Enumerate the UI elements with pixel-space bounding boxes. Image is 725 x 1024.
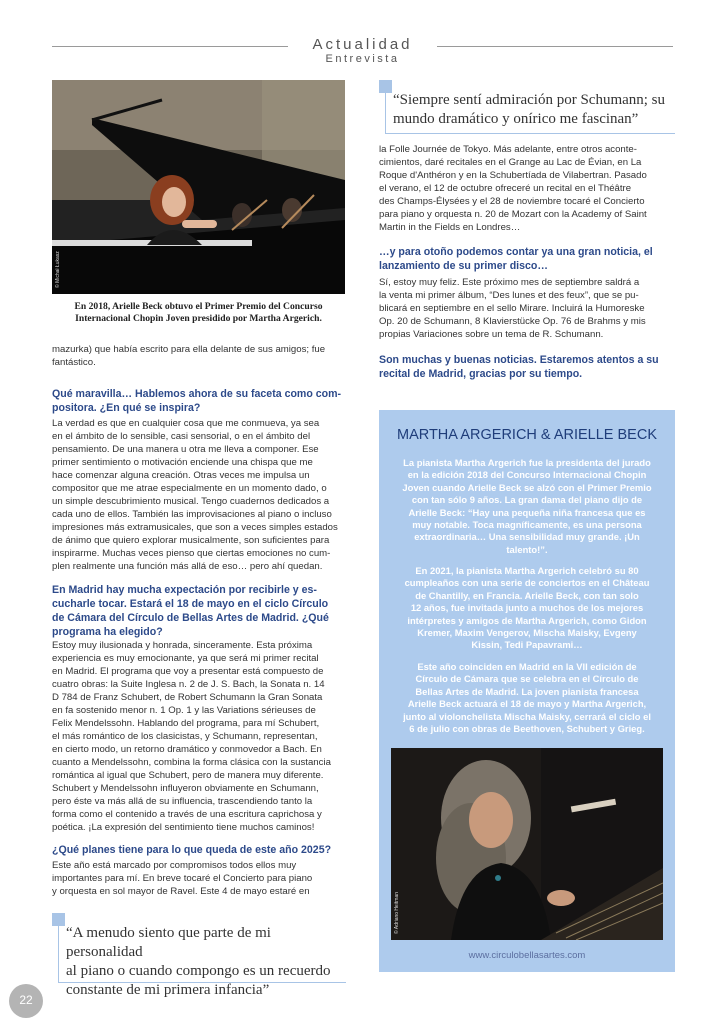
text-line: Arielle Beck actuará el 18 de mayo y Martha Argerich,	[407, 698, 647, 710]
text-line: para piano y orquesta n. 20 de Mozart con la Academy of Saint	[379, 209, 647, 220]
section-title: Actualidad	[312, 36, 413, 53]
text-line: …y para otoño podemos contar ya una gran noticia, el	[379, 246, 653, 258]
text-line: inspirarme. Muchas veces pienso que ciertas emociones no cum-	[52, 548, 331, 559]
sidebar-box	[379, 410, 675, 972]
text-line: En Madrid hay mucha expectación por recibirle y es-	[52, 584, 317, 596]
text-line: Qué maravilla… Hablemos ahora de su faceta como com-	[52, 388, 342, 400]
answer-4	[379, 276, 675, 341]
text-line: La pianista Martha Argerich fue la presidenta del jurado	[403, 457, 651, 468]
text-line: Felix Mendelssohn. Hablando del programa, para mí Schubert,	[52, 718, 320, 729]
text-line: cada uno de ellos. También las improvisaciones al piano o incluso	[52, 509, 332, 520]
caption-line: En 2018, Arielle Beck obtuvo el Primer Premio del Concurso	[74, 301, 323, 312]
text-line: un simple descubrimiento musical. Tengo cuadernos dedicados a	[52, 496, 330, 507]
text-line: positora. ¿En qué se inspira?	[52, 402, 201, 414]
quote-line: “A menudo siento que parte de mi personalidad	[66, 925, 271, 960]
text-line: La verdad es que en cualquier cosa que me conmueva, ya sea	[52, 418, 320, 429]
text-line: hace comenzar alguna creación. Otras veces me impulsa un	[52, 470, 310, 481]
text-line: talento!”.	[506, 543, 548, 555]
photo-arielle-beck	[52, 80, 345, 294]
box-paragraph-2	[393, 565, 661, 652]
question-4	[379, 245, 675, 273]
text-line: Estoy muy ilusionada y honrada, sinceramente. Esta próxima	[52, 640, 313, 651]
text-line: extraordinaria… Una sensibilidad muy grande. ¡Un	[414, 531, 640, 543]
box-paragraph-1	[393, 457, 661, 556]
text-line: recital de Madrid, gracias por su tiempo.	[379, 368, 583, 380]
quote-line: mundo dramático y onírico me fascinan”	[393, 111, 639, 127]
text-line: lanzamiento de su primer disco…	[379, 260, 548, 272]
section-subtitle: Entrevista	[325, 53, 400, 65]
text-line: D 784 de Franz Schubert, de Robert Schumann la Gran Sonata	[52, 692, 323, 703]
photo-caption	[52, 301, 345, 325]
quote-line: “Siempre sentí admiración por Schumann; su	[393, 92, 666, 108]
website-link[interactable]: www.circulobellasartes.com	[468, 950, 586, 961]
pull-quote-bottom	[66, 924, 350, 1000]
photo-arielle-beck-illustration	[52, 80, 345, 294]
photo-credit: © Adriano Heitman	[394, 891, 400, 934]
text-line: cucharle tocar. Estará el 18 de mayo en el ciclo Círculo	[52, 598, 329, 610]
question-1	[52, 387, 346, 415]
box-title: MARTHA ARGERICH & ARIELLE BECK	[396, 427, 657, 443]
question-3	[52, 843, 346, 857]
text-line: de Chantilly, en Francia. Arielle Beck, con tan solo	[415, 589, 639, 601]
text-line: impresiones más extramusicales, que son a veces simples estados	[52, 522, 338, 533]
text-line: plen realmente una función más allá de eso… pero ahí quedan.	[52, 561, 323, 572]
pull-quote-rule	[58, 926, 59, 982]
pull-quote-marker	[52, 913, 65, 926]
text-line: Martin in the Fields en Londres…	[379, 222, 521, 233]
text-line: blicará en septiembre en el sello Mirare. Incluirá la Humoreske	[379, 303, 645, 314]
text-line: fantástico.	[52, 357, 96, 368]
text-line: Schubert y Mendelssohn influyeron obviamente en Schumann,	[52, 783, 319, 794]
text-line: la Folle Journée de Tokyo. Más adelante, entre otros aconte-	[379, 144, 637, 155]
answer-3-continued	[379, 143, 675, 234]
text-line: 6 de julio con obras de Beethoven, Schubert y Grieg.	[409, 723, 645, 735]
question-2	[52, 583, 346, 639]
text-line: Bellas Artes de Madrid. La joven pianista francesa	[415, 685, 639, 697]
text-line: Círculo de Cámara que se celebra en el Círculo de	[415, 673, 639, 685]
page-number: 22	[19, 993, 33, 1007]
text-line: experiencia es muy emocionante, ya que será mi primer recital	[52, 653, 319, 664]
text-line: en Madrid. El programa que voy a presentar está compuesto de	[52, 666, 324, 677]
text-line: programa ha elegido?	[52, 626, 163, 638]
text-line: Son muchas y buenas noticias. Estaremos atentos a su	[379, 354, 659, 366]
text-line: junto al violonchelista Mischa Maisky, cerrará el ciclo el	[403, 710, 651, 722]
pull-quote-rule	[385, 133, 675, 134]
text-line: cuanto a Mendelssohn, combina la forma clásica con la sustancia	[52, 757, 331, 768]
photo-martha-argerich-illustration	[391, 748, 663, 940]
text-line: poética. ¡La expresión del sentimiento tiene muchos caminos!	[52, 822, 315, 833]
closing-statement	[379, 353, 675, 381]
photo-martha-argerich	[391, 748, 663, 940]
text-line: y orquesta en sol mayor de Ravel. Este 4 de mayo estaré en	[52, 886, 310, 897]
text-line: Arielle Beck: “Hay una pequeña niña francesa que es	[408, 506, 646, 518]
quote-line: constante de mi primera infancia”	[66, 982, 270, 998]
text-line: cuatro obras: la Suite Inglesa n. 2 de J. S. Bach, la Sonata n. 14	[52, 679, 325, 690]
text-line: En 2021, la pianista Martha Argerich celebró su 80	[415, 565, 639, 576]
text-line: Joven cuando Arielle Beck se alzó con el Primer Premio	[402, 481, 652, 493]
text-line: primer sentimiento o motivación enciende una chispa que me	[52, 457, 313, 468]
photo-credit: © Michał Łukasz	[55, 251, 61, 288]
text-line: con tan sólo 9 años. La gran dama del piano dijo de	[411, 494, 643, 506]
text-line: compositor que me atrae especialmente en un momento dado, o	[52, 483, 327, 494]
pull-quote-top	[393, 91, 683, 129]
text-line: Kissin, Tedi Papavrami…	[471, 639, 583, 651]
text-line: pensamiento. De una manera u otra me lleva a componer. Ese	[52, 444, 319, 455]
text-line: forma como el contenido a través de una escritura caprichosa y	[52, 809, 322, 820]
text-line: importantes para mí. En breve tocaré el Concierto para piano	[52, 873, 313, 884]
intro-paragraph	[52, 343, 346, 369]
text-line: muy notable. Toca magníficamente, es una persona	[412, 519, 642, 531]
text-line: Este año está marcado por compromisos todos ellos muy	[52, 860, 297, 871]
text-line: 12 años, fue invitada junto a muchos de los mejores	[410, 602, 644, 614]
text-line: ¿Qué planes tiene para lo que queda de este año 2025?	[52, 844, 332, 856]
pull-quote-rule	[385, 93, 386, 133]
text-line: en la edición 2018 del Concurso Internacional Chopin	[407, 469, 647, 481]
text-line: pero éste va más allá de su influencia, trascendiendo tanto la	[52, 796, 313, 807]
pull-quote-marker	[379, 80, 392, 93]
text-line: el más romántico de los clasicistas, y Schumann, representan,	[52, 731, 318, 742]
text-line: Sí, estoy muy feliz. Este próximo mes de septiembre saldrá a	[379, 277, 640, 288]
text-line: en el ámbito de lo sensible, casi sensorial, o en el ámbito del	[52, 431, 311, 442]
answer-2	[52, 639, 346, 834]
header-rule-right	[437, 46, 673, 47]
caption-line: Internacional Chopin Joven presidido por Martha Argerich.	[75, 313, 322, 324]
text-line: Roque d'Anthéron y en la Schubertíada de Vilabertran. Pasado	[379, 170, 647, 181]
text-line: des Champs-Élysées y el 28 de noviembre tocaré el Concierto	[379, 196, 645, 207]
box-paragraph-3	[393, 661, 661, 735]
text-line: Kremer, Maxim Vengerov, Mischa Maisky, Evgeny	[417, 627, 637, 639]
text-line: el verano, el 12 de octubre ofreceré un recital en el Théâtre	[379, 183, 632, 194]
text-line: romántica al igual que Schubert, pero de manera muy diferente.	[52, 770, 324, 781]
text-line: en cierto modo, un retorno dramático y conmovedor a Bach. En	[52, 744, 322, 755]
text-line: Este año coinciden en Madrid en la VII edición de	[417, 661, 637, 672]
header-rule-left	[52, 46, 288, 47]
text-line: mazurka) que había escrito para ella delante de sus amigos; fue	[52, 344, 326, 355]
text-line: cimientos, daré recitales en el Grange au Lac de Évian, en La	[379, 157, 642, 168]
text-line: de Cámara del Círculo de Bellas Artes de Madrid. ¿Qué	[52, 612, 329, 624]
quote-line: al piano o cuando compongo es un recuerdo	[66, 963, 331, 979]
text-line: la venta mi primer álbum, “Des lunes et des feux”, que se pu-	[379, 290, 639, 301]
text-line: en fa sostenido menor n. 1 Op. 1 y las Variations sérieuses de	[52, 705, 316, 716]
text-line: cumpleaños con una serie de conciertos en el Château	[404, 577, 650, 589]
text-line: de ánimo que quiero explorar musicalmente, son suficientes para	[52, 535, 330, 546]
text-line: intérpretes y amigos de Martha Argerich, como Gidon	[407, 614, 647, 626]
answer-3	[52, 859, 346, 898]
text-line: propias Variaciones sobre un tema de R. Schumann.	[379, 329, 604, 340]
text-line: Op. 20 de Schumann, 8 Klavierstücke Op. 76 de Brahms y mis	[379, 316, 646, 327]
answer-1	[52, 417, 346, 573]
